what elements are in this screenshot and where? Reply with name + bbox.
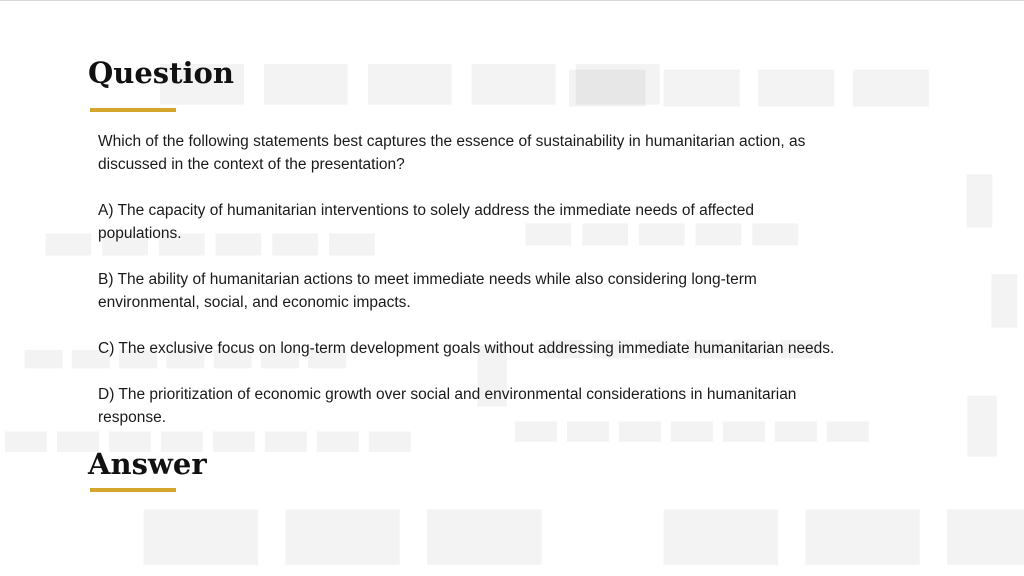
question-heading-underline [90, 108, 176, 112]
option-c [98, 337, 958, 360]
option-b-line: environmental, social, and economic impacts. [98, 294, 411, 311]
option-a-line: A) The capacity of humanitarian interventions to solely address the immediate needs of affected [98, 202, 754, 219]
answer-heading-underline [90, 488, 176, 492]
option-d-line: D) The prioritization of economic growth over social and environmental considerations in humanitarian [98, 386, 797, 403]
question-prompt-line: Which of the following statements best captures the essence of sustainability in humanitarian action, as [98, 133, 806, 150]
answer-heading: Answer [88, 447, 207, 481]
question-heading: Question [88, 56, 234, 90]
option-a-line: populations. [98, 225, 182, 242]
option-b-line: B) The ability of humanitarian actions to meet immediate needs while also considering long-term [98, 271, 757, 288]
option-c-line: C) The exclusive focus on long-term development goals without addressing immediate humanitarian needs. [98, 340, 835, 357]
option-b [98, 268, 958, 314]
option-a [98, 199, 958, 245]
question-prompt-line: discussed in the context of the presentation? [98, 156, 405, 173]
option-d [98, 383, 958, 429]
question-prompt [98, 130, 958, 176]
option-d-line: response. [98, 409, 167, 426]
